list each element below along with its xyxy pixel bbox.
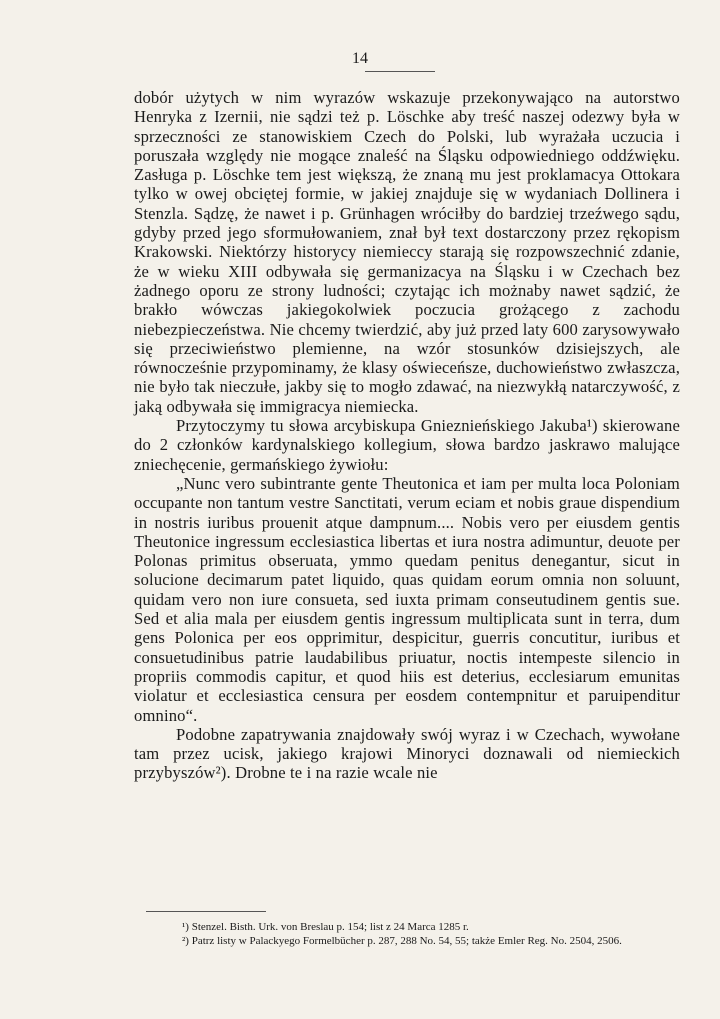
footnote-rule — [146, 911, 266, 912]
footnotes — [134, 920, 680, 948]
footnote: ¹) Stenzel. Bisth. Urk. von Breslau p. 154; list z 24 Marca 1285 r. — [182, 921, 469, 933]
paragraph: Podobne zapatrywania znajdowały swój wyraz i w Czechach, wywołane tam przez ucisk, jakiego krajowi Minoryci doznawali od niemieckich przybyszów²). Drobne te i na razie wcale nie — [134, 724, 680, 783]
body-text — [134, 88, 680, 783]
paragraph: Przytoczymy tu słowa arcybiskupa Gnieznieńskiego Jakuba¹) skierowane do 2 członków kardynalskiego kollegium, słowa bardzo jaskrawo malujące zniechęcenie, germańskiego żywiołu: — [134, 416, 680, 474]
latin-quote-paragraph: „Nunc vero subintrante gente Theutonica et iam per multa loca Poloniam occupante non tantum vestre Sanctitati, verum eciam et nobis graue dispendium in nostris iuribus prouenit atque dampnum.... Nobis vero per eiusdem gentis Theutonice ingressum ecclesiastica libertas et iura nostra adimuntur, deuote per Polonas primitus obseruata, ymmo quedam penitus denegantur, sicut in solucione decimarum patet liquido, quas quidam eorum omnia non soluunt, quidam vero non iure consueta, sed iuxta primam conseutudinem gentis sue. Sed et alia mala per eiusdem gentis ingressum multiplicata sunt in terra, dum gens Polonica per eos opprimitur, despicitur, guerris concutitur, iuribus et consuetudinibus patrie laudabilibus priuatur, noctis intempeste silencio in propriis commodis capitur, et quod hiis est deterius, ecclesiarum emunitas violatur et ecclesiastica censura per eosdem contempnitur et paruipenditur omnino“. — [134, 473, 680, 725]
paragraph: dobór użytych w nim wyrazów wskazuje przekonywająco na autorstwo Henryka z Izernii, nie sądzi też p. Löschke aby treść naszej odezwy była w sprzeczności ze stanowiskiem Czech do Polski, lub wyrażała uczucia i poruszała względy nie mogące znaleść na Śląsku odpowiedniego oddźwięku. Zasługa p. Löschke tem jest większą, że znaną mu jest proklamacya Ottokara tylko w owej obciętej formie, w jakiej znajduje się w wydaniach Dollinera i Stenzla. Sądzę, że nawet i p. Grünhagen wróciłby do bardziej trzeźwego sądu, gdyby przed jego sformułowaniem, znał był text dostarczony przez rękopism Krakowski. Niektórzy historycy niemieccy starają się rozpowszechnić zdanie, że w wieku XIII odbywała się germanizacya na Śląsku i w Czechach bez żadnego oporu ze strony ludności; czytając ich możnaby nawet sądzić, że brakło wówczas jakiegokolwiek poczucia grożącego z zachodu niebezpieczeństwa. Nie chcemy twierdzić, aby już przed laty 600 zarysowywało się przeciwieństwo plemienne, na wzór stosunków dzisiejszych, ale równocześnie przypominamy, że klasy oświeceńsze, duchowieństwo zwłaszcza, nie było tak nieczułe, jakby się to mogło zdawać, na niezwykłą natarczywość, z jaką odbywała się immigracya niemiecka. — [134, 88, 680, 416]
page-number: 14 — [352, 50, 368, 67]
footnote: ²) Patrz listy w Palackyego Formelbücher p. 287, 288 No. 54, 55; także Emler Reg. No. 2504, 2506. — [182, 935, 622, 947]
header-rule — [365, 71, 435, 72]
